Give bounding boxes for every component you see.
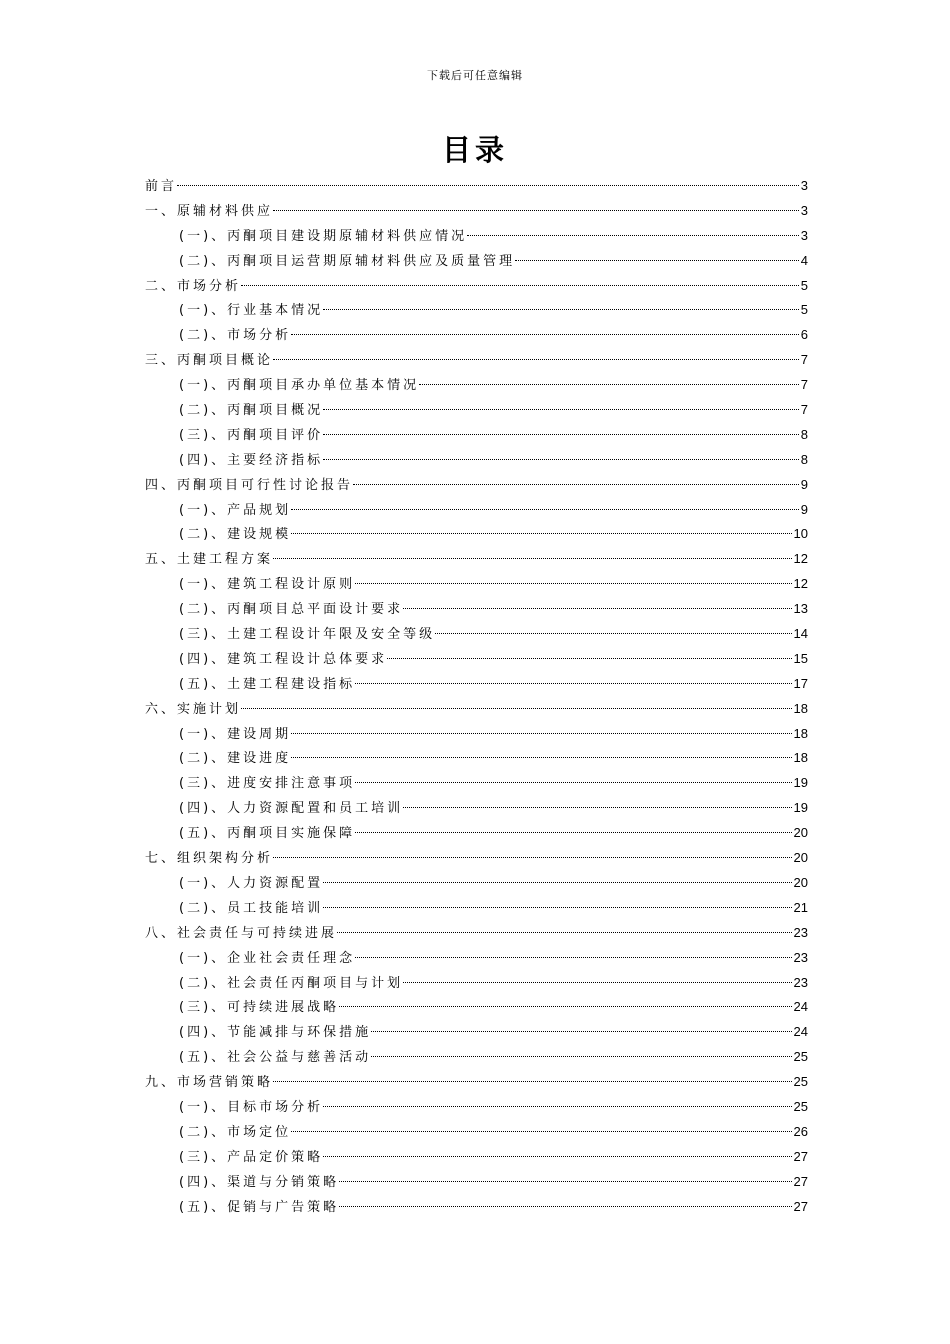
toc-entry-page-number: 27: [793, 1198, 808, 1214]
toc-entry-label: (五)、土建工程建设指标: [179, 676, 356, 692]
toc-section-entry[interactable]: [145, 1020, 808, 1045]
toc-entry-label: 七、组织架构分析: [145, 851, 274, 867]
toc-entry-page-number: 9: [800, 501, 808, 517]
toc-entry-label: (一)、产品规划: [179, 502, 292, 518]
toc-entry-page-number: 13: [793, 601, 808, 617]
toc-entry-page-number: 25: [793, 1049, 808, 1065]
toc-entry-label: (三)、可持续进展战略: [179, 1000, 340, 1016]
toc-dot-leader: [435, 633, 791, 634]
toc-entry-page-number: 18: [793, 700, 808, 716]
toc-entry-page-number: 12: [793, 576, 808, 592]
toc-dot-leader: [323, 459, 799, 460]
toc-entry-label: (三)、进度安排注意事项: [179, 776, 356, 792]
toc-entry-label: (一)、人力资源配置: [179, 875, 324, 891]
toc-entry-page-number: 27: [793, 1173, 808, 1189]
toc-entry-label: (二)、丙酮项目总平面设计要求: [179, 602, 404, 618]
toc-entry-label: (二)、丙酮项目运营期原辅材料供应及质量管理: [179, 253, 516, 269]
toc-entry-page-number: 18: [793, 750, 808, 766]
toc-dot-leader: [355, 782, 791, 783]
toc-entry-page-number: 12: [793, 551, 808, 567]
toc-entry-page-number: 27: [793, 1148, 808, 1164]
toc-dot-leader: [273, 359, 799, 360]
toc-entry-label: (一)、行业基本情况: [179, 303, 324, 319]
toc-entry-page-number: 8: [800, 426, 808, 442]
toc-section-entry[interactable]: [145, 672, 808, 697]
toc-section-entry[interactable]: [145, 821, 808, 846]
toc-entry-label: (四)、渠道与分销策略: [179, 1174, 340, 1190]
toc-chapter-entry[interactable]: [145, 473, 808, 498]
toc-entry-label: 五、土建工程方案: [145, 552, 274, 568]
toc-chapter-entry[interactable]: [145, 547, 808, 572]
toc-entry-label: (二)、员工技能培训: [179, 900, 324, 916]
toc-title: 目录: [441, 133, 508, 167]
toc-dot-leader: [273, 1081, 792, 1082]
toc-chapter-entry[interactable]: [145, 697, 808, 722]
toc-entry-page-number: 10: [793, 526, 808, 542]
toc-entry-label: (一)、企业社会责任理念: [179, 950, 356, 966]
toc-entry-label: 二、市场分析: [145, 278, 242, 294]
toc-dot-leader: [403, 807, 791, 808]
toc-dot-leader: [323, 907, 791, 908]
toc-section-entry[interactable]: [145, 796, 808, 821]
toc-dot-leader: [323, 882, 791, 883]
toc-section-entry[interactable]: [145, 722, 808, 747]
toc-section-entry[interactable]: [145, 323, 808, 348]
toc-dot-leader: [241, 708, 792, 709]
toc-entry-label: 一、原辅材料供应: [145, 203, 274, 219]
toc-entry-page-number: 18: [793, 725, 808, 741]
toc-entry-label: (四)、节能减排与环保措施: [179, 1025, 372, 1041]
toc-chapter-entry[interactable]: [145, 846, 808, 871]
toc-entry-page-number: 25: [793, 1098, 808, 1114]
toc-dot-leader: [323, 409, 799, 410]
toc-entry-label: (一)、丙酮项目建设期原辅材料供应情况: [179, 228, 468, 244]
toc-entry-page-number: 20: [793, 825, 808, 841]
toc-entry-label: (五)、促销与广告策略: [179, 1199, 340, 1215]
toc-section-entry[interactable]: [145, 1045, 808, 1070]
toc-entry-page-number: 3: [800, 178, 808, 193]
toc-dot-leader: [291, 334, 799, 335]
toc-entry-page-number: 20: [793, 850, 808, 866]
toc-chapter-entry[interactable]: [145, 348, 808, 373]
toc-entry-page-number: 5: [800, 277, 808, 293]
toc-entry-label: (二)、建设规模: [179, 527, 292, 543]
toc-entry-page-number: 15: [793, 650, 808, 666]
toc-entry-page-number: 7: [800, 352, 808, 368]
toc-dot-leader: [323, 1106, 791, 1107]
toc-dot-leader: [355, 832, 791, 833]
toc-entry-label: (二)、丙酮项目概况: [179, 403, 324, 419]
toc-entry-page-number: 3: [800, 227, 808, 243]
toc-dot-leader: [403, 982, 791, 983]
toc-section-entry[interactable]: [145, 498, 808, 523]
toc-section-entry[interactable]: [145, 1120, 808, 1145]
toc-dot-leader: [339, 1206, 791, 1207]
toc-entry-label: (二)、建设进度: [179, 751, 292, 767]
toc-entry-label: 九、市场营销策略: [145, 1075, 274, 1091]
toc-dot-leader: [339, 1006, 791, 1007]
toc-entry-page-number: 24: [793, 1024, 808, 1040]
toc-entry-label: (四)、建筑工程设计总体要求: [179, 651, 388, 667]
toc-entry-label: (二)、社会责任丙酮项目与计划: [179, 975, 404, 991]
toc-section-entry[interactable]: [145, 1145, 808, 1170]
toc-dot-leader: [371, 1031, 791, 1032]
toc-chapter-entry[interactable]: [145, 1070, 808, 1095]
toc-dot-leader: [355, 583, 791, 584]
toc-dot-leader: [419, 384, 799, 385]
toc-entry-page-number: 3: [800, 202, 808, 218]
table-of-contents: [145, 174, 808, 1219]
toc-entry-label: (一)、目标市场分析: [179, 1099, 324, 1115]
toc-entry-label: (一)、建设周期: [179, 726, 292, 742]
toc-section-entry[interactable]: [145, 971, 808, 996]
toc-entry-page-number: 6: [800, 327, 808, 343]
toc-entry-page-number: 7: [800, 402, 808, 418]
toc-dot-leader: [241, 285, 799, 286]
toc-entry-label: (四)、主要经济指标: [179, 452, 324, 468]
toc-dot-leader: [291, 509, 799, 510]
toc-chapter-entry[interactable]: [145, 274, 808, 299]
toc-entry-label: (二)、市场定位: [179, 1124, 292, 1140]
toc-entry-label: (三)、丙酮项目评价: [179, 427, 324, 443]
toc-entry-page-number: 19: [793, 800, 808, 816]
toc-section-entry[interactable]: [145, 1095, 808, 1120]
toc-section-entry[interactable]: [145, 448, 808, 473]
toc-entry-label: (三)、土建工程设计年限及安全等级: [179, 627, 436, 643]
toc-dot-leader: [291, 533, 791, 534]
toc-dot-leader: [291, 1131, 791, 1132]
toc-entry-page-number: 20: [793, 874, 808, 890]
toc-entry-page-number: 21: [793, 899, 808, 915]
toc-chapter-entry[interactable]: [145, 174, 808, 199]
toc-dot-leader: [273, 857, 792, 858]
toc-entry-page-number: 23: [793, 924, 808, 940]
toc-entry-page-number: 8: [800, 451, 808, 467]
toc-dot-leader: [467, 235, 799, 236]
toc-dot-leader: [355, 957, 791, 958]
toc-section-entry[interactable]: [145, 572, 808, 597]
toc-entry-label: 前言: [145, 179, 178, 194]
toc-dot-leader: [355, 683, 791, 684]
toc-section-entry[interactable]: [145, 946, 808, 971]
toc-entry-page-number: 23: [793, 949, 808, 965]
toc-dot-leader: [337, 932, 792, 933]
toc-dot-leader: [273, 558, 792, 559]
toc-entry-page-number: 14: [793, 626, 808, 642]
toc-entry-label: (一)、建筑工程设计原则: [179, 577, 356, 593]
toc-dot-leader: [403, 608, 791, 609]
toc-dot-leader: [323, 309, 799, 310]
toc-entry-label: (五)、社会公益与慈善活动: [179, 1050, 372, 1066]
toc-dot-leader: [177, 185, 799, 186]
toc-section-entry[interactable]: [145, 398, 808, 423]
toc-dot-leader: [273, 210, 799, 211]
toc-dot-leader: [323, 434, 799, 435]
toc-entry-page-number: 25: [793, 1074, 808, 1090]
toc-section-entry[interactable]: [145, 373, 808, 398]
toc-section-entry[interactable]: [145, 597, 808, 622]
toc-entry-page-number: 19: [793, 775, 808, 791]
toc-section-entry[interactable]: [145, 423, 808, 448]
toc-section-entry[interactable]: [145, 298, 808, 323]
toc-entry-label: (一)、丙酮项目承办单位基本情况: [179, 378, 420, 394]
toc-entry-label: 八、社会责任与可持续进展: [145, 925, 338, 941]
toc-entry-label: (三)、产品定价策略: [179, 1149, 324, 1165]
toc-section-entry[interactable]: [145, 522, 808, 547]
toc-entry-label: (二)、市场分析: [179, 328, 292, 344]
toc-entry-page-number: 5: [800, 302, 808, 318]
toc-entry-label: (五)、丙酮项目实施保障: [179, 826, 356, 842]
toc-entry-page-number: 9: [800, 476, 808, 492]
toc-entry-label: 六、实施计划: [145, 701, 242, 717]
toc-section-entry[interactable]: [145, 622, 808, 647]
toc-entry-page-number: 7: [800, 377, 808, 393]
toc-section-entry[interactable]: [145, 995, 808, 1020]
header-note: 下载后可任意编辑: [427, 69, 523, 82]
toc-entry-page-number: 24: [793, 999, 808, 1015]
toc-dot-leader: [291, 757, 791, 758]
toc-entry-page-number: 26: [793, 1123, 808, 1139]
toc-entry-page-number: 23: [793, 974, 808, 990]
toc-section-entry[interactable]: [145, 896, 808, 921]
toc-section-entry[interactable]: [145, 647, 808, 672]
toc-section-entry[interactable]: [145, 771, 808, 796]
toc-dot-leader: [371, 1056, 791, 1057]
toc-section-entry[interactable]: [145, 871, 808, 896]
toc-entry-page-number: 4: [800, 252, 808, 268]
toc-dot-leader: [323, 1156, 791, 1157]
toc-chapter-entry[interactable]: [145, 921, 808, 946]
toc-section-entry[interactable]: [145, 746, 808, 771]
toc-dot-leader: [339, 1181, 791, 1182]
toc-entry-label: 四、丙酮项目可行性讨论报告: [145, 477, 354, 493]
toc-section-entry[interactable]: [145, 1170, 808, 1195]
toc-chapter-entry[interactable]: [145, 199, 808, 224]
toc-dot-leader: [353, 484, 799, 485]
toc-section-entry[interactable]: [145, 249, 808, 274]
toc-section-entry[interactable]: [145, 1195, 808, 1220]
toc-dot-leader: [387, 658, 791, 659]
toc-dot-leader: [291, 733, 791, 734]
toc-dot-leader: [515, 260, 799, 261]
toc-entry-label: 三、丙酮项目概论: [145, 353, 274, 369]
toc-entry-label: (四)、人力资源配置和员工培训: [179, 801, 404, 817]
toc-entry-page-number: 17: [793, 675, 808, 691]
toc-section-entry[interactable]: [145, 224, 808, 249]
